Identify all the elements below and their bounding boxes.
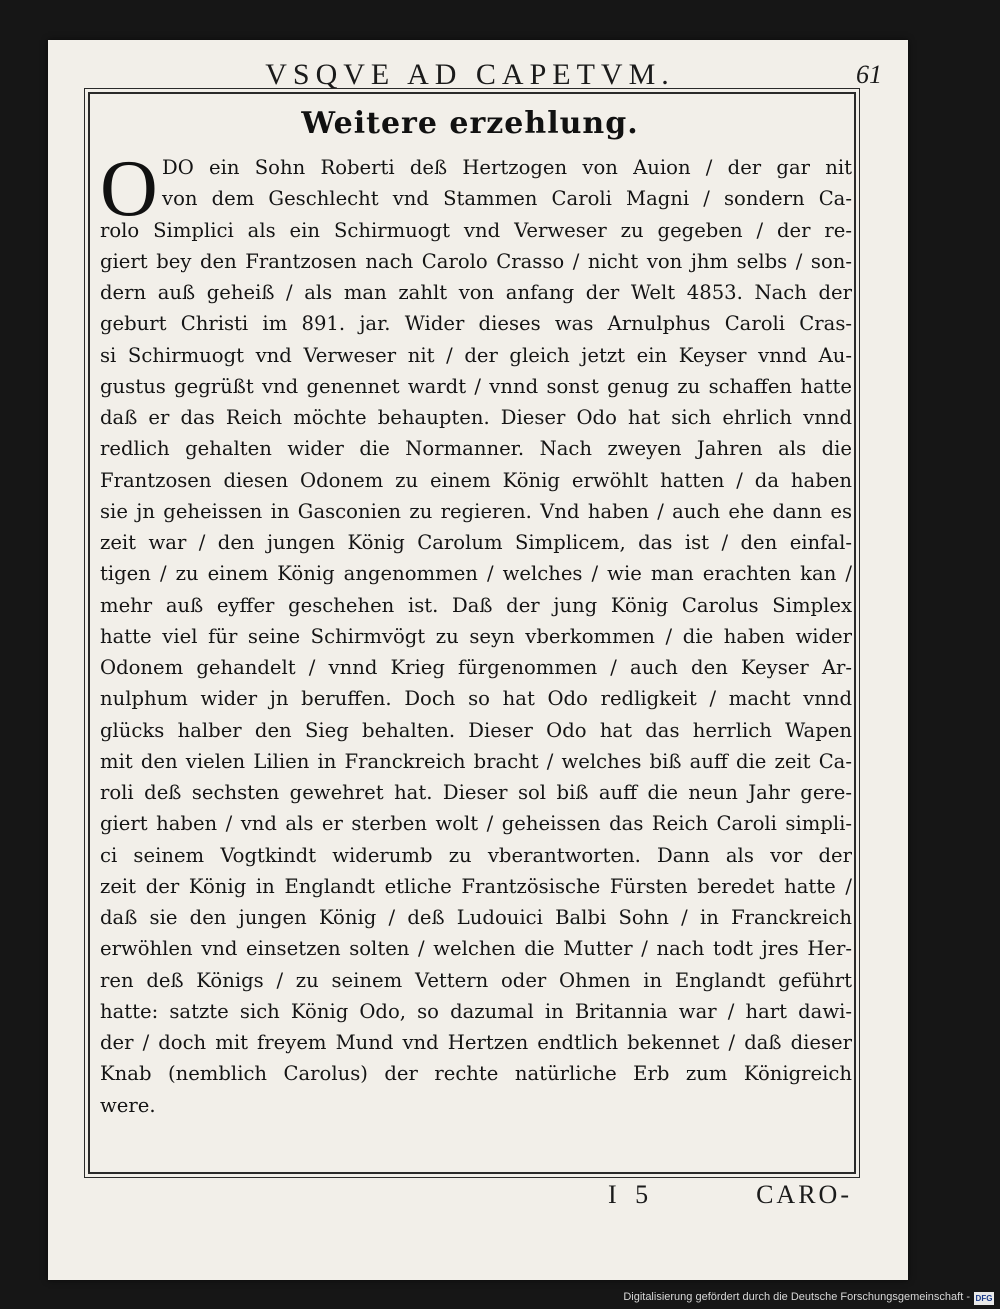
text-line: redlich gehalten wider die Normanner. Nach zweyen Jahren als die: [100, 437, 852, 461]
text-line: mehr auß eyffer geschehen ist. Daß der jung König Carolus Simplex: [100, 593, 852, 617]
book-page: [48, 40, 908, 1280]
text-line: giert bey den Frantzosen nach Carolo Crasso / nicht von jhm selbs / son-: [100, 249, 852, 273]
running-head: [88, 58, 882, 92]
text-line: Knab (nemblich Carolus) der rechte natürliche Erb zum Königreich: [100, 1062, 852, 1086]
text-line: zeit der König in Englandt etliche Frantzösische Fürsten beredet hatte /: [100, 874, 852, 898]
text-line: mit den vielen Lilien in Franckreich bracht / welches biß auff die zeit Ca-: [100, 749, 852, 773]
text-line: von dem Geschlecht vnd Stammen Caroli Magni / sondern Ca-: [162, 187, 852, 211]
text-line: sie jn geheissen in Gasconien zu regieren. Vnd haben / auch ehe dann es: [100, 499, 852, 523]
drop-cap: O: [100, 145, 158, 233]
text-line: nulphum wider jn beruffen. Doch so hat Odo redligkeit / macht vnnd: [100, 687, 852, 711]
text-line: hatte viel für seine Schirmvögt zu seyn vberkommen / die haben wider: [100, 624, 852, 648]
text-line: zeit war / den jungen König Carolum Simplicem, das ist / den einfal-: [100, 531, 852, 554]
page-footer: [88, 1176, 852, 1216]
text-line: der / doch mit freyem Mund vnd Hertzen endtlich bekennet / daß dieser: [100, 1031, 852, 1054]
text-line: hatte: satzte sich König Odo, so dazumal in Britannia war / hart dawi-: [100, 999, 852, 1023]
section-heading: Weitere erzehlung.: [301, 106, 639, 141]
text-line: gustus gegrüßt vnd genennet wardt / vnnd sonst genug zu schaffen hatte: [100, 374, 852, 398]
text-line: ci seinem Vogtkindt widerumb zu vberantworten. Dann als vor der: [100, 843, 852, 867]
signature-mark: I 5: [608, 1180, 655, 1209]
text-line: rolo Simplici als ein Schirmuogt vnd Verweser zu gegeben / der re-: [100, 218, 852, 242]
catchword: CARO-: [756, 1180, 852, 1209]
text-line: geburt Christi im 891. jar. Wider dieses was Arnulphus Caroli Cras-: [100, 312, 852, 336]
text-line: daß sie den jungen König / deß Ludouici Balbi Sohn / in Franckreich: [100, 906, 852, 929]
text-line: daß er das Reich möchte behaupten. Dieser Odo hat sich ehrlich vnnd: [100, 406, 852, 429]
text-line: DO ein Sohn Roberti deß Hertzogen von Auion / der gar nit: [162, 156, 852, 179]
text-line: giert haben / vnd als er sterben wolt / geheissen das Reich Caroli simpli-: [100, 812, 852, 836]
text-line: tigen / zu einem König angenommen / welches / wie man erachten kan /: [100, 562, 852, 586]
text-line: erwöhlen vnd einsetzen solten / welchen die Mutter / nach todt jres Her-: [100, 937, 852, 961]
text-line: dern auß geheiß / als man zahlt von anfang der Welt 4853. Nach der: [100, 281, 852, 304]
dfg-logo-icon: DFG: [975, 1294, 993, 1303]
running-head-title: VSQVE AD CAPETVM.: [265, 58, 675, 91]
text-line: si Schirmuogt vnd Verweser nit / der gleich jetzt ein Keyser vnnd Au-: [100, 343, 852, 367]
funding-note: Digitalisierung gefördert durch die Deutsche Forschungsgemeinschaft -: [623, 1291, 970, 1303]
text-line: were.: [100, 1093, 156, 1117]
text-line: ren deß Königs / zu seinem Vettern oder Ohmen in Englandt geführt: [100, 968, 852, 992]
text-line: Odonem gehandelt / vnnd Krieg fürgenommen / auch den Keyser Ar-: [100, 656, 852, 679]
body-text: [100, 145, 852, 1121]
text-line: Frantzosen diesen Odonem zu einem König erwöhlt hatten / da haben: [100, 468, 852, 492]
page-number: 61: [856, 60, 882, 89]
text-line: roli deß sechsten gewehret hat. Dieser sol biß auff die neun Jahr gere-: [100, 781, 852, 804]
text-line: glücks halber den Sieg behalten. Dieser Odo hat das herrlich Wapen: [100, 718, 852, 742]
